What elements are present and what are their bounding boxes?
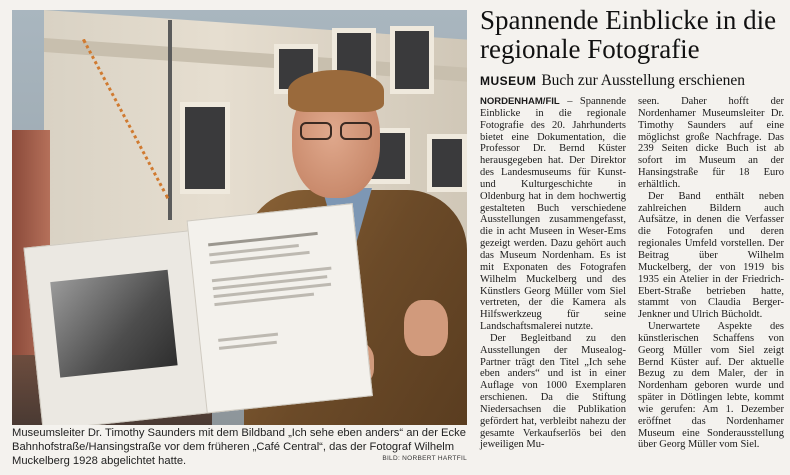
- article-paragraph: Unerwartete Aspekte des künstlerischen Schaffens von Georg Müller vom Siel zeigt Bernd Küster auf. Der aktuelle Bezug zu dem Maler, der in Nordenham geboren wurde und später in Dötlingen lebte, kommt wie gerufen: Am 1. Dezember eröffnet das Nordenhamer Museum eine Sonderausstellung über Georg Müller vom Siel.: [638, 321, 784, 451]
- person-glasses: [300, 122, 374, 138]
- article-subhead-text: Buch zur Ausstellung erschienen: [541, 72, 745, 89]
- photo-credit: BILD: NORBERT HARTFIL: [382, 455, 467, 462]
- article-column-2: [638, 96, 784, 451]
- person-hair: [288, 70, 384, 112]
- article-column-1: [480, 96, 626, 451]
- article-dateline: NORDENHAM/FIL: [480, 96, 560, 107]
- photo-caption: Museumsleiter Dr. Timothy Saunders mit dem Bildband „Ich sehe eben anders“ an der Ecke Bahnhofstraße/Hansingstraße vor dem früheren „Café Central“, das der Fotograf Wilhelm Muckelberg 1928 abgelichtet hatte.: [12, 427, 466, 467]
- book-historic-photo: [50, 270, 177, 378]
- article-photo: [12, 10, 467, 425]
- article-paragraph: Der Band enthält neben zahlreichen Bildern auch Aufsätze, in denen die Verfasser die Fotografen und deren regionales Umfeld vorstellen. Der Beitrag über Wilhelm Muckelberg, der von 1919 bis 1935 ein Atelier in der Friedrich-Ebert-Straße betrieben hatte, stammt von Claudia Berger-Jenkner und Ulrich Bücholdt.: [638, 190, 784, 321]
- article-kicker: MUSEUM: [480, 74, 537, 88]
- book-right-page: [187, 203, 373, 413]
- article-headline: Spannende Einblicke in die regionale Fotografie: [480, 5, 777, 64]
- article-subhead: [480, 72, 785, 90]
- person-hand: [404, 300, 448, 356]
- book-left-page: [23, 230, 208, 425]
- article-paragraph: seen. Daher hofft der Nordenhamer Museumsleiter Dr. Timothy Saunders auf eine möglichst große Nachfrage. Das 239 Seiten dicke Buch ist ab sofort im Museum an der Hansingstraße für 18 Euro erhältlich.: [638, 96, 784, 190]
- article-paragraph: Der Begleitband zu den Ausstellungen der Musealog-Partner trägt den Titel „Ich sehe eben anders“ und ist in einer Auflage von 1000 Exemplaren erschienen. Da die Stiftung Niedersachsen die Publikation gefördert hat, verbleibt nahezu der gesamte Verkaufserlös bei den jeweiligen Mu-: [480, 332, 626, 451]
- photo-book: [22, 203, 371, 425]
- article-paragraph: NORDENHAM/FIL – Spannende Einblicke in die regionale Fotografie des 20. Jahrhunderts bietet eine Dokumentation, die Professor Dr. Bernd Küster herausgegeben hat. Der Direktor des Landesmuseums für Kunst- und Kulturgeschichte in Oldenburg hat in dem hochwertig gestalteten Buch verschiedene Ausstellungen zusammengefasst, die in acht Museen in Weser-Ems gezeigt werden. Dazu gehört auch das Museum Nordenham. Es ist mit Exponaten des Fotografen Wilhelm Muckelberg und des Künstlers Georg Müller vom Siel vertreten, der die Kamera als Hilfswerkzeug für seine Landschaftsmalerei nutzte.: [480, 96, 626, 333]
